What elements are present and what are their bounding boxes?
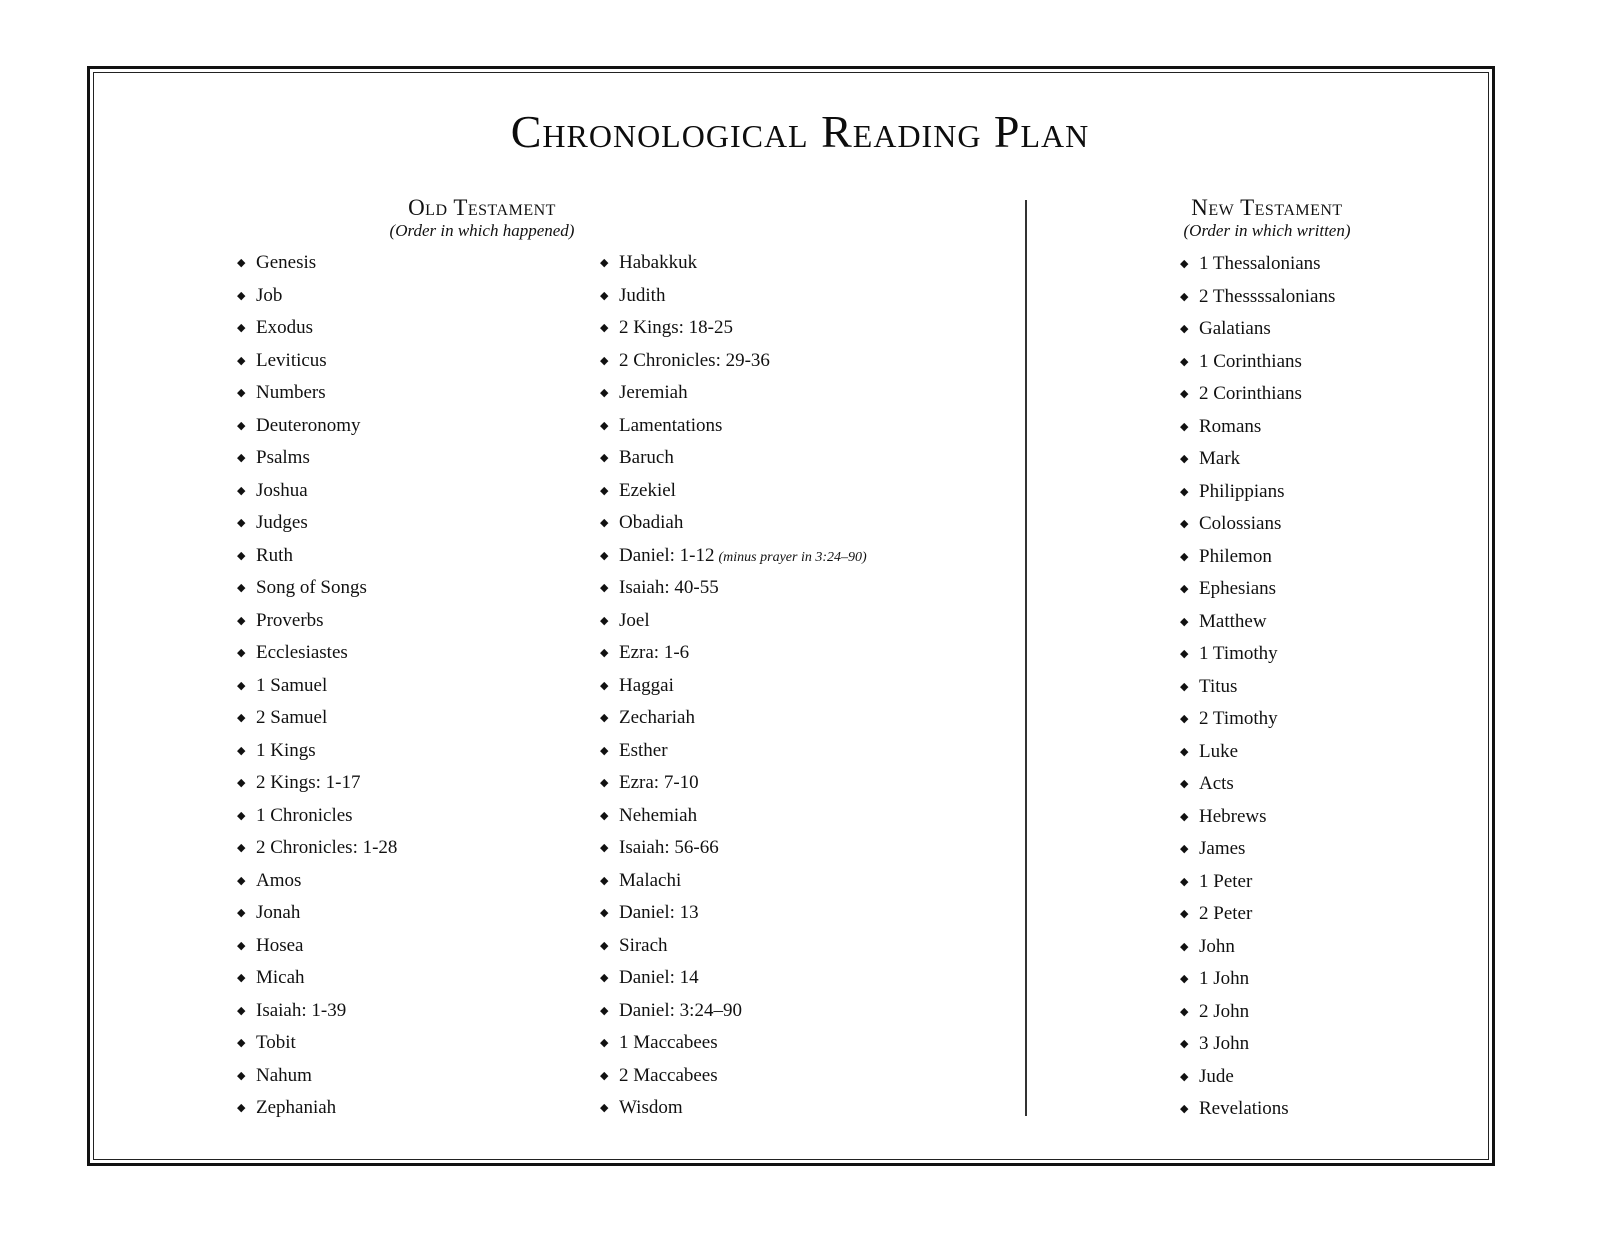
diamond-bullet-icon: ◆ [600, 1069, 609, 1082]
list-item [600, 800, 867, 833]
book-label: Leviticus [256, 349, 327, 371]
list-item [600, 637, 867, 670]
list-item [600, 410, 867, 443]
diamond-bullet-icon: ◆ [600, 257, 609, 269]
list-item [600, 767, 867, 800]
book-label: Malachi [619, 869, 682, 891]
list-item [237, 865, 397, 898]
list-item [237, 800, 397, 833]
list-item [600, 280, 867, 313]
book-label: 1 Thessalonians [1199, 253, 1321, 274]
diamond-bullet-icon: ◆ [600, 842, 609, 854]
diamond-bullet-icon: ◆ [237, 322, 246, 334]
list-item [1180, 281, 1335, 314]
book-label: Amos [256, 869, 302, 891]
book-label: Judith [619, 284, 666, 306]
old-testament-header [332, 195, 632, 241]
list-item [237, 897, 397, 930]
list-item [600, 995, 867, 1028]
book-label: Psalms [256, 447, 310, 468]
diamond-bullet-icon: ◆ [237, 1004, 246, 1017]
list-item [237, 832, 397, 865]
diamond-bullet-icon: ◆ [237, 289, 246, 302]
list-item [600, 735, 867, 768]
book-label: Philippians [1199, 480, 1285, 502]
list-item [237, 605, 397, 638]
diamond-bullet-icon: ◆ [237, 1069, 246, 1082]
diamond-bullet-icon: ◆ [1180, 388, 1189, 400]
diamond-bullet-icon: ◆ [1180, 973, 1189, 985]
list-item [1180, 248, 1335, 281]
diamond-bullet-icon: ◆ [600, 614, 609, 627]
book-label: Judges [256, 512, 308, 533]
list-item [1180, 313, 1335, 346]
list-item [600, 1092, 867, 1125]
diamond-bullet-icon: ◆ [237, 809, 246, 822]
diamond-bullet-icon: ◆ [600, 647, 609, 659]
diamond-bullet-icon: ◆ [1180, 875, 1189, 888]
book-label: 1 John [1199, 968, 1250, 989]
diamond-bullet-icon: ◆ [1180, 1038, 1189, 1050]
diamond-bullet-icon: ◆ [237, 712, 246, 724]
book-label: Sirach [619, 934, 668, 956]
book-label: Ruth [256, 544, 293, 566]
book-label: Lamentations [619, 414, 723, 436]
book-label: Isaiah: 40-55 [619, 577, 719, 598]
list-item [1180, 671, 1335, 704]
list-item [237, 1060, 397, 1093]
diamond-bullet-icon: ◆ [600, 874, 609, 887]
list-item [600, 670, 867, 703]
book-label: Daniel: 1-12 [619, 544, 715, 566]
book-label: Jude [1199, 1065, 1234, 1087]
book-label: Joshua [256, 479, 308, 501]
diamond-bullet-icon: ◆ [237, 484, 246, 497]
book-label: 2 Corinthians [1199, 383, 1302, 404]
book-label: Matthew [1199, 610, 1267, 632]
diamond-bullet-icon: ◆ [237, 744, 246, 757]
diamond-bullet-icon: ◆ [237, 842, 246, 854]
diamond-bullet-icon: ◆ [1180, 323, 1189, 335]
diamond-bullet-icon: ◆ [600, 517, 609, 529]
diamond-bullet-icon: ◆ [1180, 258, 1189, 270]
book-label: 2 Timothy [1199, 708, 1278, 729]
list-item [237, 540, 397, 573]
list-item [600, 605, 867, 638]
book-label: Ephesians [1199, 578, 1277, 599]
book-label: 2 Chronicles: 29-36 [619, 349, 770, 371]
diamond-bullet-icon: ◆ [600, 1004, 609, 1017]
book-label: Daniel: 14 [619, 967, 699, 988]
list-item [1180, 768, 1335, 801]
diamond-bullet-icon: ◆ [600, 809, 609, 822]
book-label: Deuteronomy [256, 414, 361, 436]
diamond-bullet-icon: ◆ [237, 614, 246, 627]
diamond-bullet-icon: ◆ [237, 777, 246, 789]
list-item [1180, 963, 1335, 996]
book-label: Jonah [256, 902, 301, 923]
diamond-bullet-icon: ◆ [600, 777, 609, 789]
list-item [1180, 411, 1335, 444]
list-item [237, 735, 397, 768]
list-item [600, 377, 867, 410]
list-item [1180, 898, 1335, 931]
list-item [600, 865, 867, 898]
diamond-bullet-icon: ◆ [1180, 1070, 1189, 1083]
list-item [237, 930, 397, 963]
diamond-bullet-icon: ◆ [600, 582, 609, 594]
book-label: Wisdom [619, 1097, 683, 1118]
diamond-bullet-icon: ◆ [237, 939, 246, 952]
book-label: Habakkuk [619, 252, 698, 273]
list-item [237, 345, 397, 378]
book-label: Mark [1199, 448, 1241, 469]
diamond-bullet-icon: ◆ [237, 679, 246, 692]
diamond-bullet-icon: ◆ [1180, 420, 1189, 433]
list-item [1180, 476, 1335, 509]
diamond-bullet-icon: ◆ [237, 452, 246, 464]
book-label: James [1199, 838, 1246, 859]
book-label: Tobit [256, 1032, 296, 1053]
diamond-bullet-icon: ◆ [600, 744, 609, 757]
list-item [1180, 931, 1335, 964]
list-item [1180, 541, 1335, 574]
book-label: Titus [1199, 675, 1238, 697]
book-label: 1 Peter [1199, 870, 1253, 892]
list-item [600, 832, 867, 865]
diamond-bullet-icon: ◆ [237, 387, 246, 399]
book-label: 1 Samuel [256, 674, 328, 696]
book-label: Ezra: 7-10 [619, 772, 699, 793]
diamond-bullet-icon: ◆ [1180, 648, 1189, 660]
diamond-bullet-icon: ◆ [600, 1037, 609, 1049]
diamond-bullet-icon: ◆ [1180, 1103, 1189, 1115]
list-item [1180, 1093, 1335, 1126]
diamond-bullet-icon: ◆ [1180, 745, 1189, 758]
list-item [600, 442, 867, 475]
list-item [237, 995, 397, 1028]
book-label: Zephaniah [256, 1097, 337, 1118]
list-item [600, 475, 867, 508]
book-label: 2 Peter [1199, 903, 1253, 924]
new-testament-header [1117, 195, 1417, 241]
book-label: Genesis [256, 252, 317, 273]
diamond-bullet-icon: ◆ [237, 354, 246, 367]
list-item [600, 897, 867, 930]
list-item [1180, 801, 1335, 834]
list-item [237, 280, 397, 313]
book-label: Numbers [256, 382, 326, 403]
list-item [1180, 346, 1335, 379]
book-label: Galatians [1199, 318, 1271, 339]
diamond-bullet-icon: ◆ [237, 907, 246, 919]
diamond-bullet-icon: ◆ [600, 907, 609, 919]
book-label: Ezra: 1-6 [619, 642, 690, 663]
list-item [1180, 1061, 1335, 1094]
diamond-bullet-icon: ◆ [1180, 778, 1189, 790]
diamond-bullet-icon: ◆ [600, 387, 609, 399]
list-item [600, 1027, 867, 1060]
list-item [600, 702, 867, 735]
diamond-bullet-icon: ◆ [1180, 290, 1189, 303]
book-label: Daniel: 13 [619, 902, 699, 923]
list-item [237, 507, 397, 540]
old-testament-list-column-2 [600, 247, 867, 1125]
book-label: Joel [619, 609, 650, 631]
diamond-bullet-icon: ◆ [600, 452, 609, 464]
book-label: 2 Thessssalonians [1199, 285, 1336, 307]
list-item [237, 475, 397, 508]
book-label: John [1199, 935, 1235, 957]
diamond-bullet-icon: ◆ [600, 322, 609, 334]
list-item [600, 345, 867, 378]
list-item [237, 442, 397, 475]
list-item [1180, 833, 1335, 866]
diamond-bullet-icon: ◆ [237, 647, 246, 659]
diamond-bullet-icon: ◆ [1180, 713, 1189, 725]
book-label: Nahum [256, 1064, 312, 1086]
diamond-bullet-icon: ◆ [1180, 940, 1189, 953]
book-label: Job [256, 284, 283, 306]
book-label: Exodus [256, 317, 313, 338]
diamond-bullet-icon: ◆ [237, 517, 246, 529]
book-label: Zechariah [619, 707, 695, 728]
list-item [600, 312, 867, 345]
book-label: 2 Chronicles: 1-28 [256, 837, 398, 858]
list-item [600, 540, 867, 573]
list-item [237, 572, 397, 605]
list-item [237, 377, 397, 410]
diamond-bullet-icon: ◆ [600, 484, 609, 497]
book-label: 1 Timothy [1199, 643, 1278, 664]
old-testament-list-column-1 [237, 247, 397, 1125]
book-label: Romans [1199, 415, 1262, 437]
list-item [1180, 866, 1335, 899]
list-item [237, 247, 397, 280]
book-label: 2 John [1199, 1000, 1250, 1022]
book-label: Proverbs [256, 609, 324, 631]
list-item [237, 670, 397, 703]
book-label: Isaiah: 1-39 [256, 999, 347, 1021]
diamond-bullet-icon: ◆ [600, 1102, 609, 1114]
diamond-bullet-icon: ◆ [237, 257, 246, 269]
book-note: (minus prayer in 3:24–90) [718, 549, 867, 565]
diamond-bullet-icon: ◆ [237, 582, 246, 594]
diamond-bullet-icon: ◆ [237, 1102, 246, 1114]
list-item [600, 247, 867, 280]
diamond-bullet-icon: ◆ [1180, 1005, 1189, 1018]
diamond-bullet-icon: ◆ [237, 549, 246, 562]
list-item [1180, 638, 1335, 671]
old-testament-heading: Old Testament [408, 195, 556, 220]
list-item [1180, 736, 1335, 769]
new-testament-heading: New Testament [1191, 195, 1343, 220]
book-label: Luke [1199, 740, 1239, 762]
diamond-bullet-icon: ◆ [237, 972, 246, 984]
list-item [237, 410, 397, 443]
diamond-bullet-icon: ◆ [600, 289, 609, 302]
diamond-bullet-icon: ◆ [600, 712, 609, 724]
book-label: 3 John [1199, 1033, 1250, 1054]
book-label: 2 Samuel [256, 707, 328, 728]
diamond-bullet-icon: ◆ [1180, 485, 1189, 498]
list-item [600, 962, 867, 995]
list-item [237, 637, 397, 670]
list-item [1180, 378, 1335, 411]
diamond-bullet-icon: ◆ [600, 679, 609, 692]
book-label: 1 Corinthians [1199, 350, 1302, 372]
book-label: Ezekiel [619, 479, 676, 501]
book-label: Revelations [1199, 1098, 1289, 1119]
diamond-bullet-icon: ◆ [600, 419, 609, 432]
old-testament-subheading: (Order in which happened) [389, 221, 575, 240]
list-item [237, 962, 397, 995]
list-item [600, 507, 867, 540]
book-label: Philemon [1199, 545, 1272, 567]
diamond-bullet-icon: ◆ [1180, 615, 1189, 628]
list-item [1180, 443, 1335, 476]
list-item [600, 572, 867, 605]
book-label: Hebrews [1199, 805, 1267, 827]
list-item [237, 1092, 397, 1125]
book-label: Song of Songs [256, 577, 367, 598]
diamond-bullet-icon: ◆ [600, 549, 609, 562]
book-label: Acts [1199, 773, 1234, 794]
diamond-bullet-icon: ◆ [237, 874, 246, 887]
new-testament-list [1180, 248, 1335, 1126]
book-label: Micah [256, 967, 305, 988]
column-divider [1025, 200, 1027, 1116]
book-label: Colossians [1199, 513, 1282, 534]
diamond-bullet-icon: ◆ [1180, 810, 1189, 823]
diamond-bullet-icon: ◆ [1180, 583, 1189, 595]
diamond-bullet-icon: ◆ [237, 419, 246, 432]
book-label: Ecclesiastes [256, 642, 348, 663]
diamond-bullet-icon: ◆ [1180, 843, 1189, 855]
book-label: 1 Kings [256, 739, 316, 761]
list-item [1180, 573, 1335, 606]
book-label: 1 Maccabees [619, 1032, 718, 1053]
diamond-bullet-icon: ◆ [600, 354, 609, 367]
book-label: 2 Maccabees [619, 1064, 718, 1086]
new-testament-subheading: (Order in which written) [1183, 221, 1351, 240]
diamond-bullet-icon: ◆ [1180, 550, 1189, 563]
diamond-bullet-icon: ◆ [600, 972, 609, 984]
book-label: Hosea [256, 934, 304, 956]
diamond-bullet-icon: ◆ [237, 1037, 246, 1049]
diamond-bullet-icon: ◆ [1180, 680, 1189, 693]
book-label: Jeremiah [619, 382, 688, 403]
list-item [1180, 703, 1335, 736]
book-label: Baruch [619, 447, 674, 468]
list-item [1180, 508, 1335, 541]
book-label: Esther [619, 739, 668, 761]
book-label: Haggai [619, 674, 674, 696]
diamond-bullet-icon: ◆ [1180, 355, 1189, 368]
diamond-bullet-icon: ◆ [1180, 518, 1189, 530]
list-item [237, 767, 397, 800]
book-label: 2 Kings: 18-25 [619, 317, 733, 338]
list-item [600, 930, 867, 963]
book-label: Obadiah [619, 512, 684, 533]
list-item [1180, 1028, 1335, 1061]
book-label: 2 Kings: 1-17 [256, 772, 361, 793]
book-label: Isaiah: 56-66 [619, 837, 719, 858]
book-label: 1 Chronicles [256, 804, 353, 826]
page-title: Chronological Reading Plan [510, 106, 1090, 157]
list-item [1180, 606, 1335, 639]
book-label: Nehemiah [619, 804, 698, 826]
diamond-bullet-icon: ◆ [1180, 908, 1189, 920]
diamond-bullet-icon: ◆ [1180, 453, 1189, 465]
book-label: Daniel: 3:24–90 [619, 999, 742, 1021]
diamond-bullet-icon: ◆ [600, 939, 609, 952]
list-item [237, 702, 397, 735]
list-item [237, 312, 397, 345]
list-item [1180, 996, 1335, 1029]
list-item [237, 1027, 397, 1060]
list-item [600, 1060, 867, 1093]
